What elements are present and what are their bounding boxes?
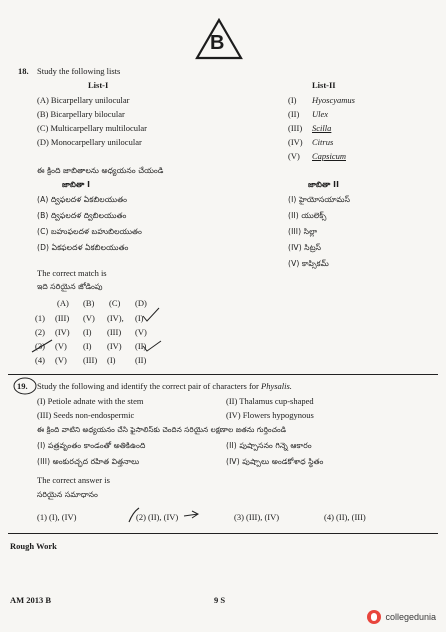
option-cell: (I) — [135, 313, 144, 323]
item-left: (III) Seeds non-endospermic — [37, 410, 135, 420]
list1-title: List-I — [88, 80, 109, 90]
exam-code: AM 2013 B — [10, 595, 52, 605]
option-number: (2) — [35, 327, 45, 337]
option-cell: (IV) — [107, 341, 122, 351]
option-cell: (I) — [107, 355, 116, 365]
list2-num: (V) — [288, 151, 300, 161]
list2-num: (III) — [288, 123, 303, 133]
watermark — [367, 610, 436, 624]
list2-num: (I) — [288, 95, 297, 105]
telugu-list1-item: (C) బహుఫలదళ బహుబిలయుతం — [37, 227, 142, 236]
telugu-list1-title: జాబితా I — [62, 180, 91, 189]
question-number: 18. — [18, 66, 29, 76]
list2-title: List-II — [312, 80, 336, 90]
option-cell: (V) — [55, 341, 67, 351]
list1-item: (C) Multicarpellary multilocular — [37, 123, 147, 133]
rough-work-label: Rough Work — [10, 541, 57, 551]
option-cell: (V) — [135, 327, 147, 337]
item-right: (IV) Flowers hypogynous — [226, 410, 314, 420]
divider — [8, 533, 438, 534]
telugu-list1-item: (A) ద్విఫలదళ ఏకబిలయుతం — [37, 195, 128, 204]
answer-label: The correct answer is — [37, 475, 110, 485]
handwritten-strike-icon — [30, 336, 60, 356]
option-cell: (IV), — [107, 313, 124, 323]
item-right: (II) Thalamus cup-shaped — [226, 396, 314, 406]
telugu-list2-item: (III) సిల్లా — [288, 227, 318, 236]
answer-option[interactable]: (2) (II), (IV) — [136, 512, 179, 522]
question-stem-italic: Physalis. — [261, 381, 292, 391]
booklet-triangle — [195, 18, 243, 60]
answer-option[interactable]: (3) (III), (IV) — [234, 512, 280, 522]
booklet-letter: B — [210, 32, 225, 54]
handwritten-tick-icon — [140, 306, 170, 366]
list2-name: Ulex — [312, 109, 329, 119]
match-header-col: (B) — [83, 298, 95, 308]
telugu-list2-item: (V) కాప్సికమ్ — [288, 259, 329, 268]
list2-num: (II) — [288, 109, 300, 119]
option-number: (4) — [35, 355, 45, 365]
option-cell: (III) — [83, 355, 98, 365]
option-cell: (II) — [135, 341, 147, 351]
question-stem: Study the following lists — [37, 66, 121, 76]
option-number: (3) — [35, 341, 45, 351]
list1-item: (B) Bicarpellary bilocular — [37, 109, 125, 119]
option-cell: (IV) — [55, 327, 70, 337]
option-cell: (III) — [55, 313, 70, 323]
telugu-item-right: (IV) పుష్పాలు అండకోశాధ స్థితం — [226, 457, 324, 466]
watermark-logo-icon — [367, 610, 381, 624]
telugu-item-right: (II) పుష్పాసనం గిన్నె ఆకారం — [226, 441, 312, 450]
list1-item: (D) Monocarpellary unilocular — [37, 137, 142, 147]
telugu-stem: ఈ క్రింది జాబితాలను అధ్యయనం చేయండి — [37, 166, 164, 175]
answer-option[interactable]: (1) (I), (IV) — [37, 512, 77, 522]
option-cell: (III) — [107, 327, 122, 337]
list2-name: Scilla — [312, 123, 332, 133]
option-cell: (V) — [55, 355, 67, 365]
question-number: 19. — [17, 381, 28, 391]
list2-name: Citrus — [312, 137, 334, 147]
option-number: (1) — [35, 313, 45, 323]
telugu-item-left: (III) అంకురచ్ఛద రహిత విత్తనాలు — [37, 457, 140, 466]
item-left: (I) Petiole adnate with the stem — [37, 396, 144, 406]
telugu-list2-item: (IV) సిట్రస్ — [288, 243, 322, 252]
watermark-text: collegedunia — [385, 612, 436, 622]
answer-label-telugu: సరియైన సమాధానం — [37, 490, 98, 499]
list2-num: (IV) — [288, 137, 303, 147]
divider — [8, 374, 438, 375]
telugu-list2-item: (I) హైయోసయామస్ — [288, 195, 351, 204]
match-label: The correct match is — [37, 268, 107, 278]
match-header-col: (A) — [57, 298, 69, 308]
telugu-list1-item: (B) ద్విఫలదళ ద్విబిలయుతం — [37, 211, 127, 220]
telugu-item-left: (I) పత్రవృంతం కాండంతో అతికిఉంది — [37, 441, 146, 450]
match-header-col: (D) — [135, 298, 147, 308]
option-cell: (I) — [83, 341, 92, 351]
page-number: 9 S — [214, 595, 226, 605]
telugu-list2-title: జాబితా II — [308, 180, 339, 189]
telugu-list2-item: (II) యులెక్స్ — [288, 211, 327, 220]
option-cell: (V) — [83, 313, 95, 323]
handwritten-answer-mark-icon — [126, 504, 206, 526]
answer-option[interactable]: (4) (II), (III) — [324, 512, 366, 522]
telugu-list1-item: (D) ఏకఫలదళ ఏకబిలయుతం — [37, 243, 129, 252]
list2-name: Hyoscyamus — [312, 95, 355, 105]
telugu-stem: ఈ క్రింది వాటిని అధ్యయనం చేసి ఫైసాలిస్‌కు చెందిన సరియైన లక్షణాల జతను గుర్తించండి — [37, 425, 287, 434]
option-cell: (II) — [135, 355, 147, 365]
option-cell: (I) — [83, 327, 92, 337]
match-label-telugu: ఇది సరియైన జోడింపు — [37, 282, 103, 291]
list1-item: (A) Bicarpellary unilocular — [37, 95, 130, 105]
match-header-col: (C) — [109, 298, 121, 308]
question-stem-text: Study the following and identify the correct pair of characters for — [37, 381, 261, 391]
question-stem — [37, 381, 292, 391]
list2-name: Capsicum — [312, 151, 346, 161]
